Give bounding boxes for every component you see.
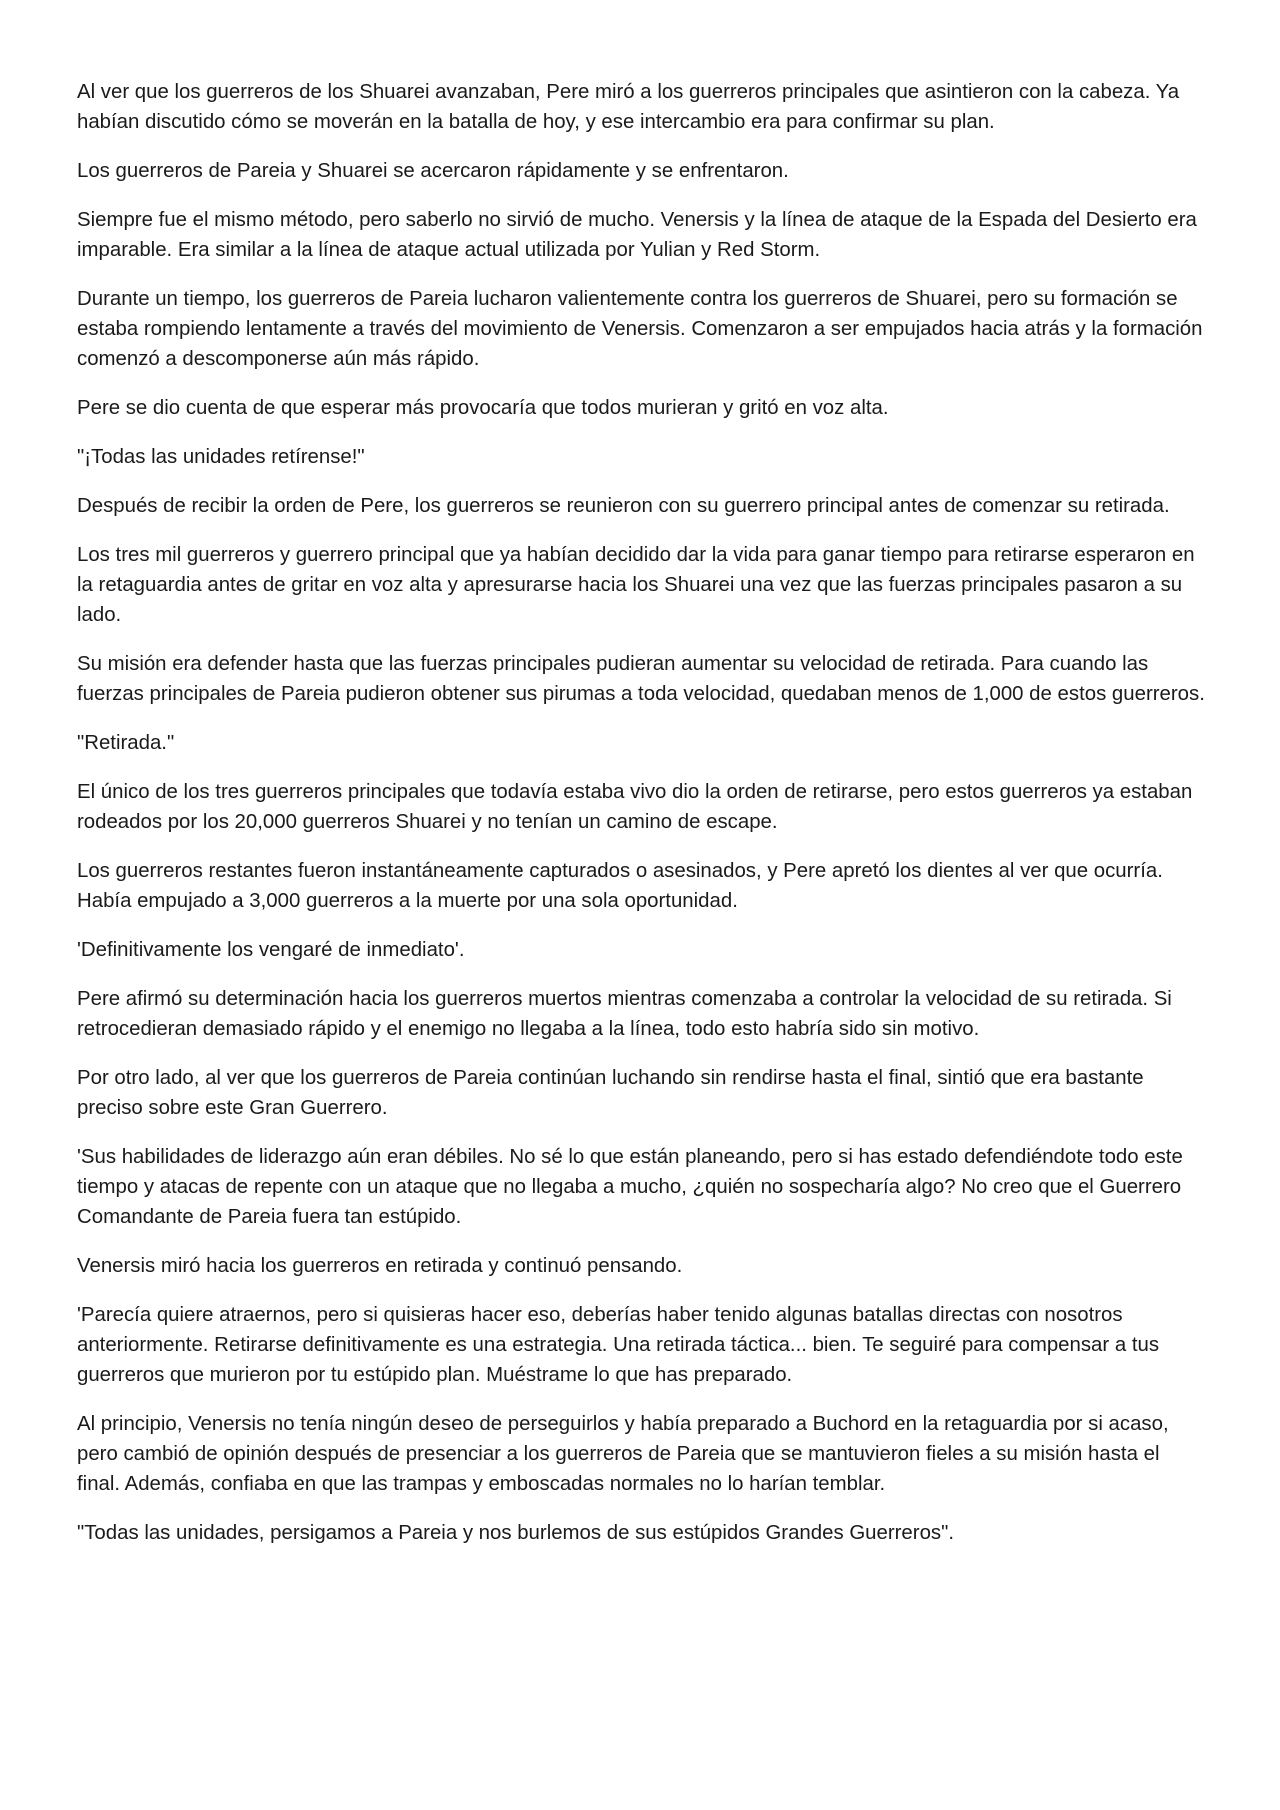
paragraph-2: Los guerreros de Pareia y Shuarei se acercaron rápidamente y se enfrentaron. (77, 160, 789, 182)
document-body (77, 77, 1207, 1567)
paragraph-11: El único de los tres guerreros principales que todavía estaba vivo dio la orden de retirarse, pero estos guerreros ya estaban rodeados por los 20,000 guerreros Shuarei y no tenían un camino de escape. (77, 781, 1193, 833)
paragraph-7: Después de recibir la orden de Pere, los guerreros se reunieron con su guerrero principal antes de comenzar su retirada. (77, 495, 1170, 517)
paragraph-6: "¡Todas las unidades retírense!" (77, 446, 365, 468)
paragraph-14: Pere afirmó su determinación hacia los guerreros muertos mientras comenzaba a controlar la velocidad de su retirada. Si retrocedieran demasiado rápido y el enemigo no llegaba a la línea, todo esto habría sido sin motivo. (77, 988, 1172, 1040)
paragraph-16: 'Sus habilidades de liderazgo aún eran débiles. No sé lo que están planeando, pero si has estado defendiéndote todo este tiempo y atacas de repente con un ataque que no llegaba a mucho, ¿quién no sospecharía algo? No creo que el Guerrero Comandante de Pareia fuera tan estúpido. (77, 1146, 1183, 1228)
paragraph-10: "Retirada." (77, 732, 175, 754)
paragraph-4: Durante un tiempo, los guerreros de Pareia lucharon valientemente contra los guerreros de Shuarei, pero su formación se estaba rompiendo lentamente a través del movimiento de Venersis. Comenzaron a ser empujados hacia atrás y la formación comenzó a descomponerse aún más rápido. (77, 288, 1203, 370)
paragraph-12: Los guerreros restantes fueron instantáneamente capturados o asesinados, y Pere apretó los dientes al ver que ocurría. Había empujado a 3,000 guerreros a la muerte por una sola oportunidad. (77, 860, 1163, 912)
paragraph-13: 'Definitivamente los vengaré de inmediato'. (77, 939, 465, 961)
paragraph-18: 'Parecía quiere atraernos, pero si quisieras hacer eso, deberías haber tenido algunas batallas directas con nosotros anteriormente. Retirarse definitivamente es una estrategia. Una retirada táctica... bien. Te seguiré para compensar a tus guerreros que murieron por tu estúpido plan. Muéstrame lo que has preparado. (77, 1304, 1160, 1386)
paragraph-1: Al ver que los guerreros de los Shuarei avanzaban, Pere miró a los guerreros principales que asintieron con la cabeza. Ya habían discutido cómo se moverán en la batalla de hoy, y ese intercambio era para confirmar su plan. (77, 81, 1180, 133)
paragraph-5: Pere se dio cuenta de que esperar más provocaría que todos murieran y gritó en voz alta. (77, 397, 889, 419)
paragraph-19: Al principio, Venersis no tenía ningún deseo de perseguirlos y había preparado a Buchord en la retaguardia por si acaso, pero cambió de opinión después de presenciar a los guerreros de Pareia que se mantuvieron fieles a su misión hasta el final. Además, confiaba en que las trampas y emboscadas normales no lo harían temblar. (77, 1413, 1169, 1495)
paragraph-8: Los tres mil guerreros y guerrero principal que ya habían decidido dar la vida para ganar tiempo para retirarse esperaron en la retaguardia antes de gritar en voz alta y apresurarse hacia los Shuarei una vez que las fuerzas principales pasaron a su lado. (77, 544, 1195, 626)
paragraph-3: Siempre fue el mismo método, pero saberlo no sirvió de mucho. Venersis y la línea de ataque de la Espada del Desierto era imparable. Era similar a la línea de ataque actual utilizada por Yulian y Red Storm. (77, 209, 1197, 261)
paragraph-20: "Todas las unidades, persigamos a Pareia y nos burlemos de sus estúpidos Grandes Guerreros". (77, 1522, 955, 1544)
paragraph-15: Por otro lado, al ver que los guerreros de Pareia continúan luchando sin rendirse hasta el final, sintió que era bastante preciso sobre este Gran Guerrero. (77, 1067, 1144, 1119)
paragraph-17: Venersis miró hacia los guerreros en retirada y continuó pensando. (77, 1255, 683, 1277)
paragraph-9: Su misión era defender hasta que las fuerzas principales pudieran aumentar su velocidad de retirada. Para cuando las fuerzas principales de Pareia pudieron obtener sus pirumas a toda velocidad, quedaban menos de 1,000 de estos guerreros. (77, 653, 1205, 705)
